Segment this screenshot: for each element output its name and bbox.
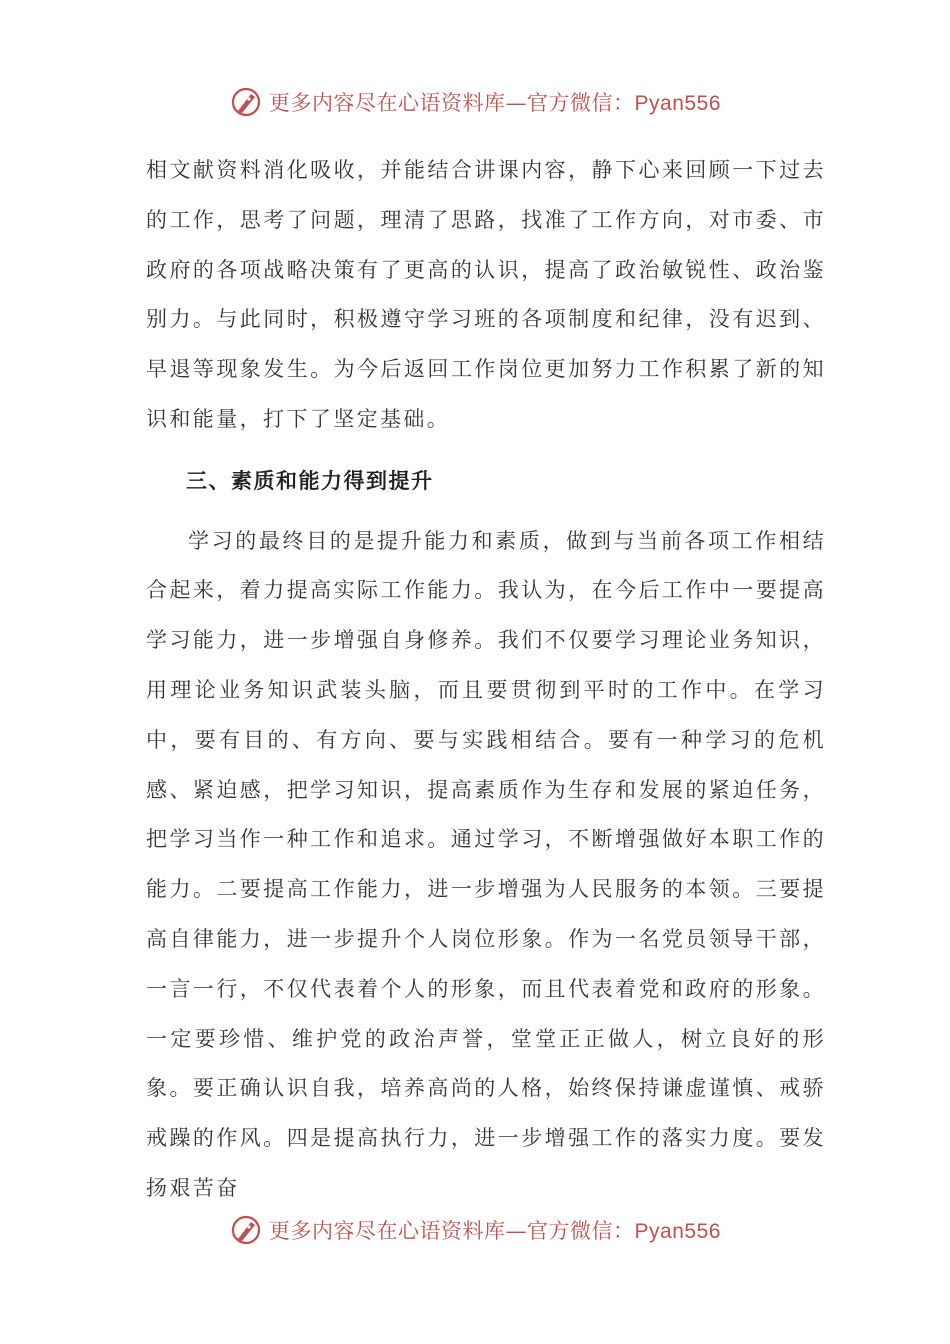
footer-watermark (0, 1210, 950, 1250)
paragraph-body: 学习的最终目的是提升能力和素质，做到与当前各项工作相结合起来，着力提高实际工作能力。我认为，在今后工作中一要提高学习能力，进一步增强自身修养。我们不仅要学习理论业务知识，用理论业务知识武装头脑，而且要贯彻到平时的工作中。在学习中，要有目的、有方向、要与实践相结合。要有一种学习的危机感、紧迫感，把学习知识，提高素质作为生存和发展的紧迫任务，把学习当作一种工作和追求。通过学习，不断增强做好本职工作的能力。二要提高工作能力，进一步增强为人民服务的本领。三要提高自律能力，进一步提升个人岗位形象。作为一名党员领导干部，一言一行，不仅代表着个人的形象，而且代表着党和政府的形象。一定要珍惜、维护党的政治声誉，堂堂正正做人，树立良好的形象。要正确认识自我，培养高尚的人格，始终保持谦虚谨慎、戒骄戒躁的作风。四是提高执行力，进一步增强工作的落实力度。要发扬艰苦奋 (146, 528, 826, 1200)
header-watermark (0, 82, 950, 122)
watermark-text (269, 1215, 721, 1245)
watermark-text (269, 87, 721, 117)
wechat-id: Pyan556 (634, 92, 721, 115)
pen-nib-logo-icon (229, 85, 263, 119)
watermark-label: 更多内容尽在心语资料库—官方微信： (269, 91, 635, 115)
pen-nib-logo-icon (229, 1213, 263, 1247)
watermark-label: 更多内容尽在心语资料库—官方微信： (269, 1219, 635, 1243)
section-heading: 三、素质和能力得到提升 (186, 468, 434, 493)
document-body (146, 146, 826, 1214)
paragraph-continuation: 相文献资料消化吸收，并能结合讲课内容，静下心来回顾一下过去的工作，思考了问题，理清了思路，找准了工作方向，对市委、市政府的各项战略决策有了更高的认识，提高了政治敏锐性、政治鉴别力。与此同时，积极遵守学习班的各项制度和纪律，没有迟到、早退等现象发生。为今后返回工作岗位更加努力工作积累了新的知识和能量，打下了坚定基础。 (146, 158, 826, 431)
wechat-id: Pyan556 (634, 1220, 721, 1243)
